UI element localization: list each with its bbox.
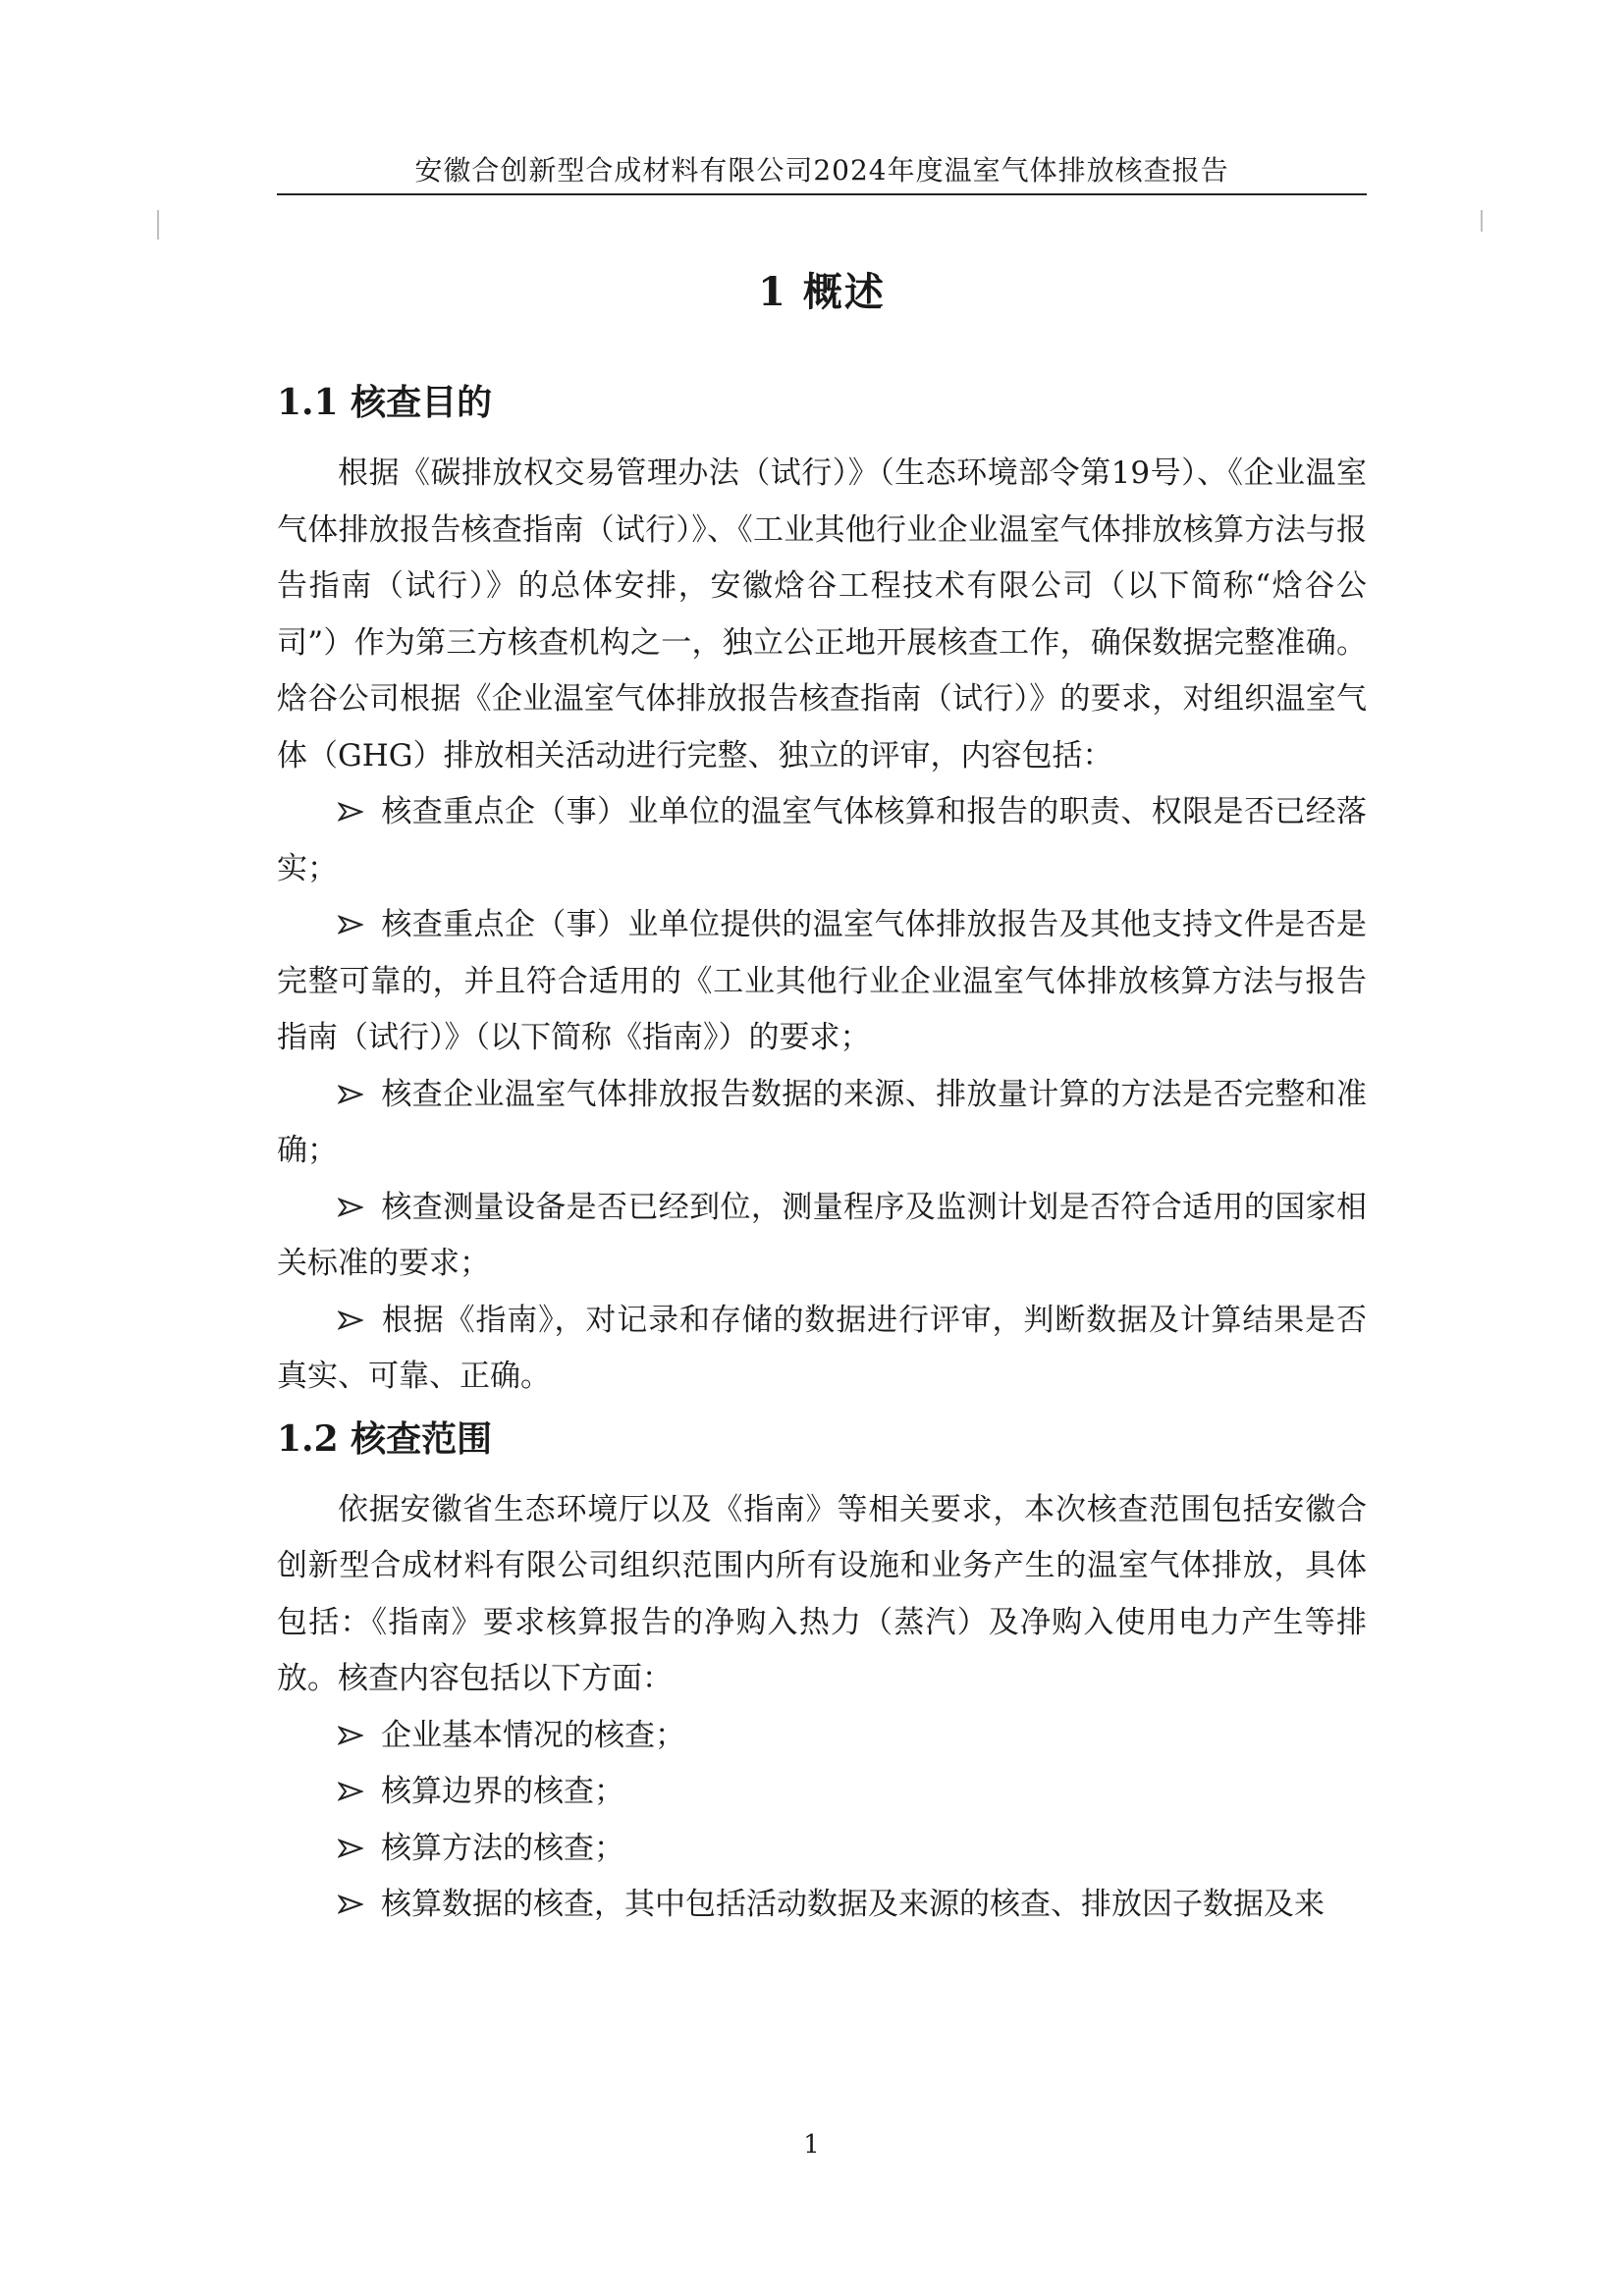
bullet-item: 根据《指南》，对记录和存储的数据进行评审，判断数据及计算结果是否真实、可靠、正确。 [277,1302,1367,1394]
bullet-item: 核算方法的核查； [277,1821,1367,1878]
running-header: 安徽合创新型合成材料有限公司2024年度温室气体排放核查报告 [414,154,1229,187]
bullet-item: 核查重点企（事）业单位的温室气体核算和报告的职责、权限是否已经落实； [277,794,1367,886]
arrow-bullet-icon [338,1310,363,1330]
bullet-item: 核算数据的核查，其中包括活动数据及来源的核查、排放因子数据及来 [277,1877,1367,1934]
bullet-item: 核查重点企（事）业单位提供的温室气体排放报告及其他支持文件是否是完整可靠的，并且符合适用的《工业其他行业企业温室气体排放核算方法与报告指南（试行）》（以下简称《指南》）的要求； [277,907,1367,1055]
arrow-bullet-icon [338,1839,363,1858]
arrow-bullet-icon [338,802,363,822]
arrow-bullet-icon [338,1782,363,1801]
arrow-bullet-icon [338,1895,363,1914]
bullet-item: 核查测量设备是否已经到位，测量程序及监测计划是否符合适用的国家相关标准的要求； [277,1189,1367,1281]
section-title-1-2: 1.2 核查范围 [277,1417,493,1460]
section-1-2-paragraph: 依据安徽省生态环境厅以及《指南》等相关要求，本次核查范围包括安徽合创新型合成材料有限公司组织范围内所有设施和业务产生的温室气体排放，具体包括：《指南》要求核算报告的净购入热力（蒸汽）及净购入使用电力产生等排放。核查内容包括以下方面： [277,1491,1367,1696]
bullet-item: 核查企业温室气体排放报告数据的来源、排放量计算的方法是否完整和准确； [277,1076,1367,1168]
arrow-bullet-icon [338,915,363,934]
page-number: 1 [803,2130,820,2160]
scan-mark-left [157,210,159,240]
arrow-bullet-icon [338,1198,363,1217]
bullet-item: 企业基本情况的核查； [277,1708,1367,1765]
bullet-item: 核算边界的核查； [277,1764,1367,1821]
scan-mark-right [1481,210,1483,232]
arrow-bullet-icon [338,1085,363,1104]
header-rule [277,193,1367,195]
arrow-bullet-icon [338,1726,363,1745]
chapter-title: 1 概述 [758,269,886,315]
section-title-1-1: 1.1 核查目的 [277,382,493,423]
section-1-1-paragraph: 根据《碳排放权交易管理办法（试行）》（生态环境部令第19号）、《企业温室气体排放报告核查指南（试行）》、《工业其他行业企业温室气体排放核算方法与报告指南（试行）》的总体安排，安徽焓谷工程技术有限公司（以下简称“焓谷公司”）作为第三方核查机构之一，独立公正地开展核查工作，确保数据完整准确。焓谷公司根据《企业温室气体排放报告核查指南（试行）》的要求，对组织温室气体（GHG）排放相关活动进行完整、独立的评审，内容包括： [277,455,1367,774]
document-body [277,265,1367,1934]
